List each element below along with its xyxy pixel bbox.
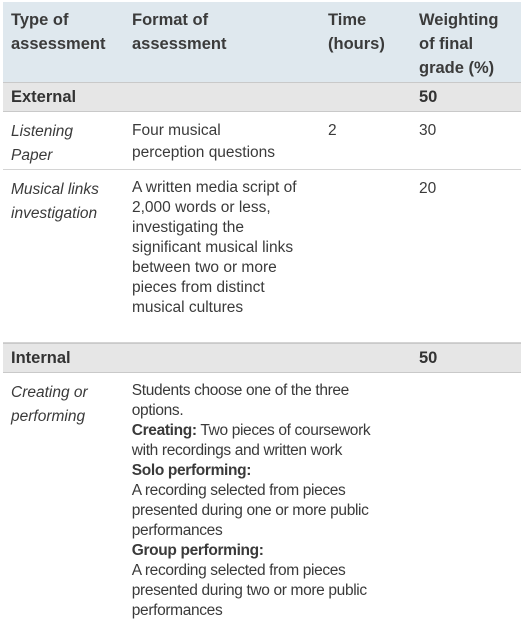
group-label: Group performing: xyxy=(131,542,264,559)
row-weight-listening: 30 xyxy=(419,122,437,139)
row-weight-creating-performing xyxy=(419,381,521,629)
row-time-musical-links xyxy=(320,178,411,342)
creating-label: Creating: xyxy=(131,422,197,439)
row-format-musical-links: A written media script of 2,000 words or less, investigating the significant musical links between two or more pieces from distinct musical cultures xyxy=(132,179,297,316)
header-type-of-assessment: Type of assessment xyxy=(11,11,106,53)
header-time-hours: Time (hours) xyxy=(328,11,385,53)
section-weight-internal: 50 xyxy=(419,349,438,367)
format-creating xyxy=(132,421,399,461)
creating-text: Two pieces of coursework with recordings and written work xyxy=(131,422,371,459)
assessment-table xyxy=(3,2,521,629)
section-row-internal xyxy=(3,343,521,373)
row-format-listening: Four musical perception questions xyxy=(132,122,276,161)
row-type-musical-links: Musical links investigation xyxy=(11,181,99,222)
header-format-of-assessment: Format of assessment xyxy=(132,11,227,53)
table-header-row xyxy=(3,2,521,82)
group-text: A recording selected from pieces presented during two or more public performances xyxy=(131,562,367,619)
table-row xyxy=(3,373,521,629)
solo-label: Solo performing: xyxy=(131,462,252,479)
format-intro: Students choose one of the three options. xyxy=(131,382,349,419)
row-weight-musical-links: 20 xyxy=(419,180,437,197)
table-row xyxy=(3,170,521,343)
section-label-internal: Internal xyxy=(11,349,71,367)
row-type-creating-performing: Creating or performing xyxy=(11,384,88,425)
table-row xyxy=(3,112,521,170)
row-time-listening: 2 xyxy=(328,122,337,139)
solo-text: A recording selected from pieces presented during one or more public performances xyxy=(131,482,369,539)
header-weighting: Weighting of final grade (%) xyxy=(419,11,499,77)
row-format-creating-performing xyxy=(124,381,419,629)
section-label-external: External xyxy=(11,88,77,106)
row-type-listening: Listening Paper xyxy=(11,123,74,164)
section-row-external xyxy=(3,82,521,112)
section-weight-external: 50 xyxy=(419,88,438,106)
